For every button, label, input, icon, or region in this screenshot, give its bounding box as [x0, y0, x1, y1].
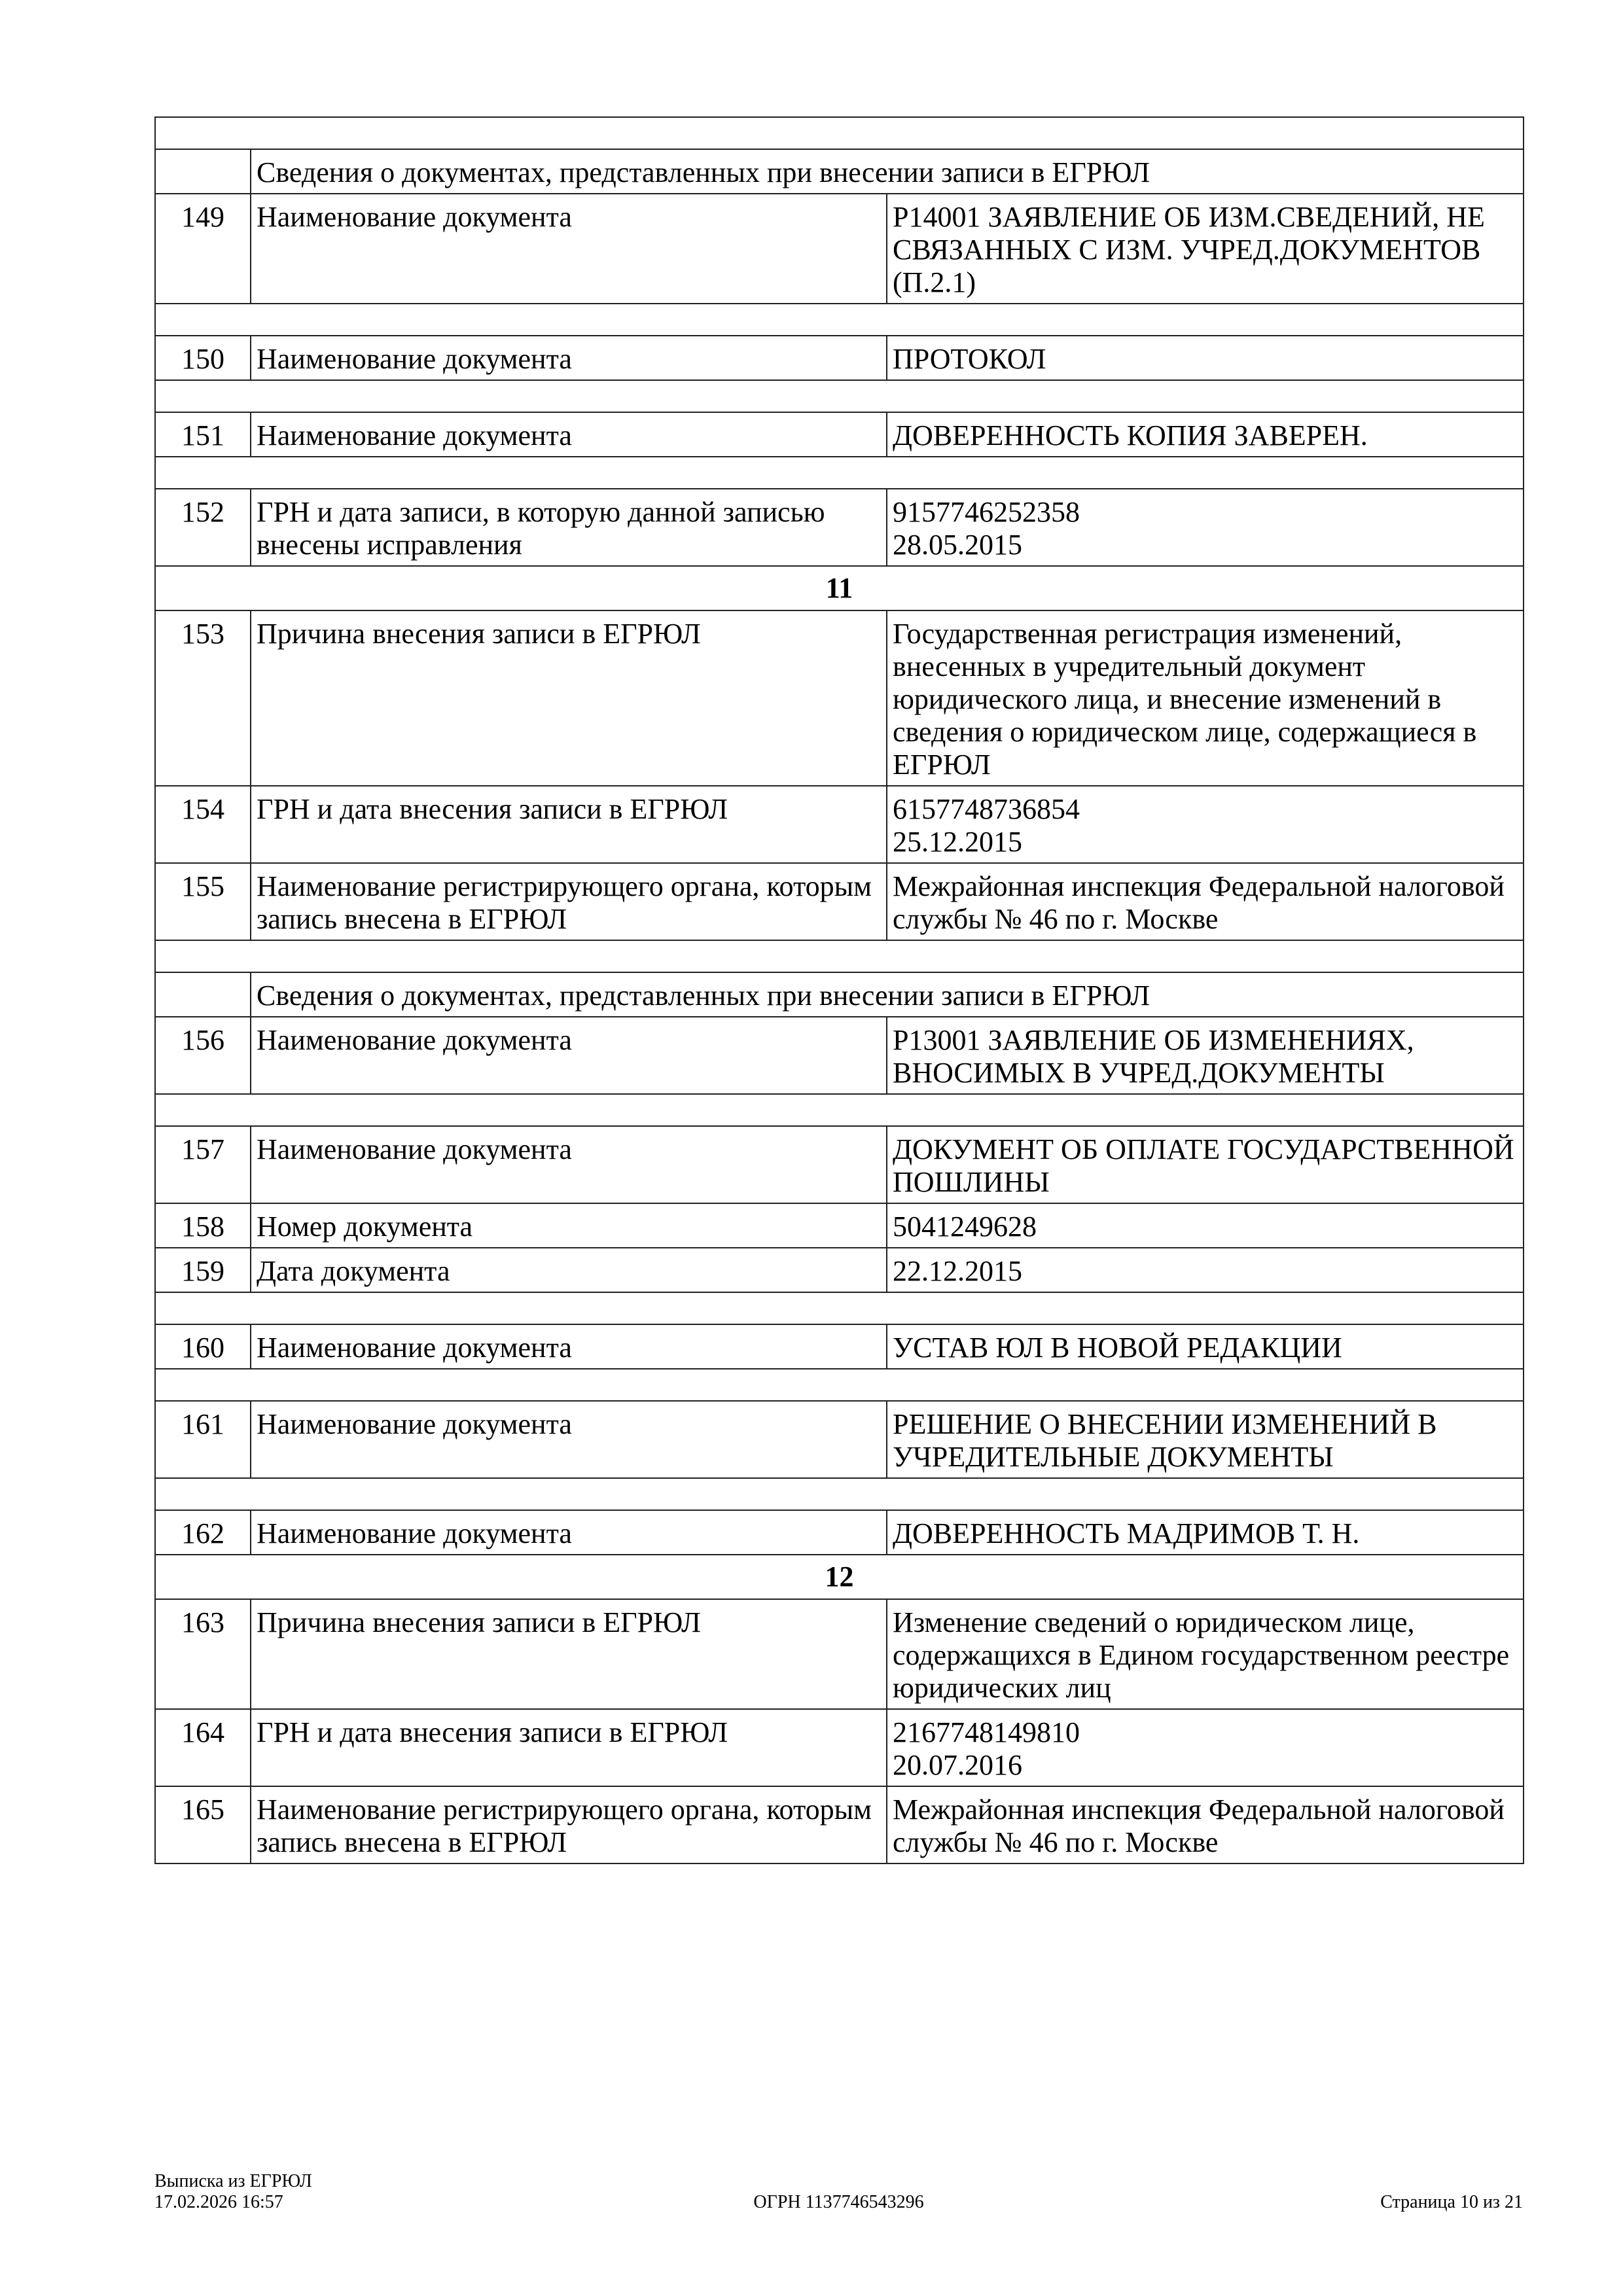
field-value: [887, 610, 1524, 786]
field-value-line: Изменение сведений о юридическом лице, содержащихся в Едином государственном реестре юридических лиц: [893, 1606, 1510, 1704]
field-value-line: 2167748149810: [893, 1716, 1080, 1748]
field-value-line: УСТАВ ЮЛ В НОВОЙ РЕДАКЦИИ: [893, 1332, 1342, 1364]
field-label: Наименование регистрирующего органа, которым запись внесена в ЕГРЮЛ: [251, 1786, 887, 1863]
row-number: 151: [155, 412, 251, 457]
field-value: [887, 1599, 1524, 1709]
footer-datetime: 17.02.2026 16:57: [154, 2192, 283, 2212]
row-number: 155: [155, 863, 251, 940]
field-value: [887, 1324, 1524, 1369]
field-value: [887, 1709, 1524, 1786]
spacer-cell: [155, 940, 1524, 972]
field-row: [155, 489, 1524, 566]
spacer-cell: [155, 304, 1524, 336]
field-row: [155, 1786, 1524, 1863]
row-number: 156: [155, 1017, 251, 1094]
field-row: [155, 786, 1524, 863]
footer-title: Выписка из ЕГРЮЛ: [154, 2171, 312, 2191]
field-value: [887, 1248, 1524, 1292]
row-number: 162: [155, 1510, 251, 1555]
field-value-line: Государственная регистрация изменений, внесенных в учредительный документ юридического лица, и внесение изменений в сведения о юридическом лице, содержащиеся в ЕГРЮЛ: [893, 618, 1477, 781]
egrul-table-body: [155, 117, 1524, 1863]
field-value-line: 5041249628: [893, 1210, 1037, 1243]
section-number: 12: [155, 1555, 1524, 1599]
field-label: Наименование документа: [251, 1324, 887, 1369]
field-value: [887, 194, 1524, 304]
spacer-row: [155, 940, 1524, 972]
spacer-cell: [155, 1369, 1524, 1401]
field-value-line: ДОКУМЕНТ ОБ ОПЛАТЕ ГОСУДАРСТВЕННОЙ ПОШЛИНЫ: [893, 1133, 1514, 1198]
field-value-line: 22.12.2015: [893, 1255, 1022, 1287]
row-number: 152: [155, 489, 251, 566]
spacer-cell: [155, 1478, 1524, 1510]
row-number: 165: [155, 1786, 251, 1863]
row-number: 157: [155, 1126, 251, 1203]
field-value-line: Р13001 ЗАЯВЛЕНИЕ ОБ ИЗМЕНЕНИЯХ, ВНОСИМЫХ В УЧРЕД.ДОКУМЕНТЫ: [893, 1024, 1414, 1089]
row-number: 150: [155, 336, 251, 380]
field-label: Наименование документа: [251, 1017, 887, 1094]
field-row: [155, 1599, 1524, 1709]
footer-page-number: Страница 10 из 21: [1380, 2192, 1523, 2212]
field-label: Наименование документа: [251, 1126, 887, 1203]
spacer-row: [155, 1369, 1524, 1401]
field-value-line: 28.05.2015: [893, 529, 1022, 561]
field-value-line: 6157748736854: [893, 793, 1080, 825]
field-value: [887, 1203, 1524, 1248]
field-label: Наименование регистрирующего органа, которым запись внесена в ЕГРЮЛ: [251, 863, 887, 940]
field-value-line: ДОВЕРЕННОСТЬ КОПИЯ ЗАВЕРЕН.: [893, 419, 1368, 451]
spacer-row: [155, 1094, 1524, 1126]
field-label: Наименование документа: [251, 336, 887, 380]
field-row: [155, 194, 1524, 304]
field-row: [155, 1709, 1524, 1786]
field-row: [155, 1401, 1524, 1478]
row-number: 161: [155, 1401, 251, 1478]
field-row: [155, 1324, 1524, 1369]
spacer-row: [155, 304, 1524, 336]
subheader-row: [155, 149, 1524, 194]
spacer-cell: [155, 117, 1524, 149]
subheader-text: Сведения о документах, представленных при внесении записи в ЕГРЮЛ: [251, 972, 1524, 1017]
row-number: 163: [155, 1599, 251, 1709]
field-value: [887, 1786, 1524, 1863]
spacer-cell: [155, 1094, 1524, 1126]
section-number-row: [155, 1555, 1524, 1599]
field-row: [155, 1510, 1524, 1555]
subheader-row: [155, 972, 1524, 1017]
field-row: [155, 412, 1524, 457]
field-value: [887, 863, 1524, 940]
spacer-cell: [155, 457, 1524, 489]
field-value: [887, 786, 1524, 863]
spacer-row: [155, 117, 1524, 149]
spacer-cell: [155, 1292, 1524, 1324]
row-number: 149: [155, 194, 251, 304]
spacer-row: [155, 457, 1524, 489]
field-value-line: Межрайонная инспекция Федеральной налоговой службы № 46 по г. Москве: [893, 870, 1505, 935]
row-number: 159: [155, 1248, 251, 1292]
field-value: [887, 1126, 1524, 1203]
field-label: Наименование документа: [251, 412, 887, 457]
field-value: [887, 1401, 1524, 1478]
field-label: ГРН и дата записи, в которую данной записью внесены исправления: [251, 489, 887, 566]
field-value-line: 9157746252358: [893, 496, 1080, 528]
field-value-line: ДОВЕРЕННОСТЬ МАДРИМОВ Т. Н.: [893, 1517, 1360, 1549]
row-number: 154: [155, 786, 251, 863]
field-row: [155, 1248, 1524, 1292]
field-label: Наименование документа: [251, 194, 887, 304]
field-label: Причина внесения записи в ЕГРЮЛ: [251, 1599, 887, 1709]
spacer-cell: [155, 380, 1524, 412]
row-number: 160: [155, 1324, 251, 1369]
field-row: [155, 863, 1524, 940]
field-value-line: ПРОТОКОЛ: [893, 343, 1046, 375]
field-value-line: 20.07.2016: [893, 1749, 1022, 1781]
field-label: Наименование документа: [251, 1401, 887, 1478]
field-value-line: Р14001 ЗАЯВЛЕНИЕ ОБ ИЗМ.СВЕДЕНИЙ, НЕ СВЯЗАННЫХ С ИЗМ. УЧРЕД.ДОКУМЕНТОВ (П.2.1): [893, 201, 1485, 298]
footer-ogrn: ОГРН 1137746543296: [753, 2192, 924, 2212]
row-number-cell: [155, 972, 251, 1017]
egrul-table: [154, 116, 1524, 1864]
row-number: 164: [155, 1709, 251, 1786]
field-row: [155, 610, 1524, 786]
spacer-row: [155, 1478, 1524, 1510]
subheader-text: Сведения о документах, представленных при внесении записи в ЕГРЮЛ: [251, 149, 1524, 194]
field-value-line: 25.12.2015: [893, 826, 1022, 858]
field-label: Номер документа: [251, 1203, 887, 1248]
section-number-row: [155, 566, 1524, 610]
field-value-line: Межрайонная инспекция Федеральной налоговой службы № 46 по г. Москве: [893, 1793, 1505, 1858]
field-row: [155, 1126, 1524, 1203]
field-value: [887, 336, 1524, 380]
field-value-line: РЕШЕНИЕ О ВНЕСЕНИИ ИЗМЕНЕНИЙ В УЧРЕДИТЕЛЬНЫЕ ДОКУМЕНТЫ: [893, 1408, 1437, 1473]
spacer-row: [155, 1292, 1524, 1324]
field-value: [887, 489, 1524, 566]
field-value: [887, 1017, 1524, 1094]
row-number-cell: [155, 149, 251, 194]
field-label: ГРН и дата внесения записи в ЕГРЮЛ: [251, 786, 887, 863]
section-number: 11: [155, 566, 1524, 610]
field-row: [155, 1203, 1524, 1248]
row-number: 158: [155, 1203, 251, 1248]
field-value: [887, 412, 1524, 457]
row-number: 153: [155, 610, 251, 786]
spacer-row: [155, 380, 1524, 412]
field-label: ГРН и дата внесения записи в ЕГРЮЛ: [251, 1709, 887, 1786]
field-label: Наименование документа: [251, 1510, 887, 1555]
field-value: [887, 1510, 1524, 1555]
field-row: [155, 336, 1524, 380]
field-label: Причина внесения записи в ЕГРЮЛ: [251, 610, 887, 786]
field-label: Дата документа: [251, 1248, 887, 1292]
field-row: [155, 1017, 1524, 1094]
